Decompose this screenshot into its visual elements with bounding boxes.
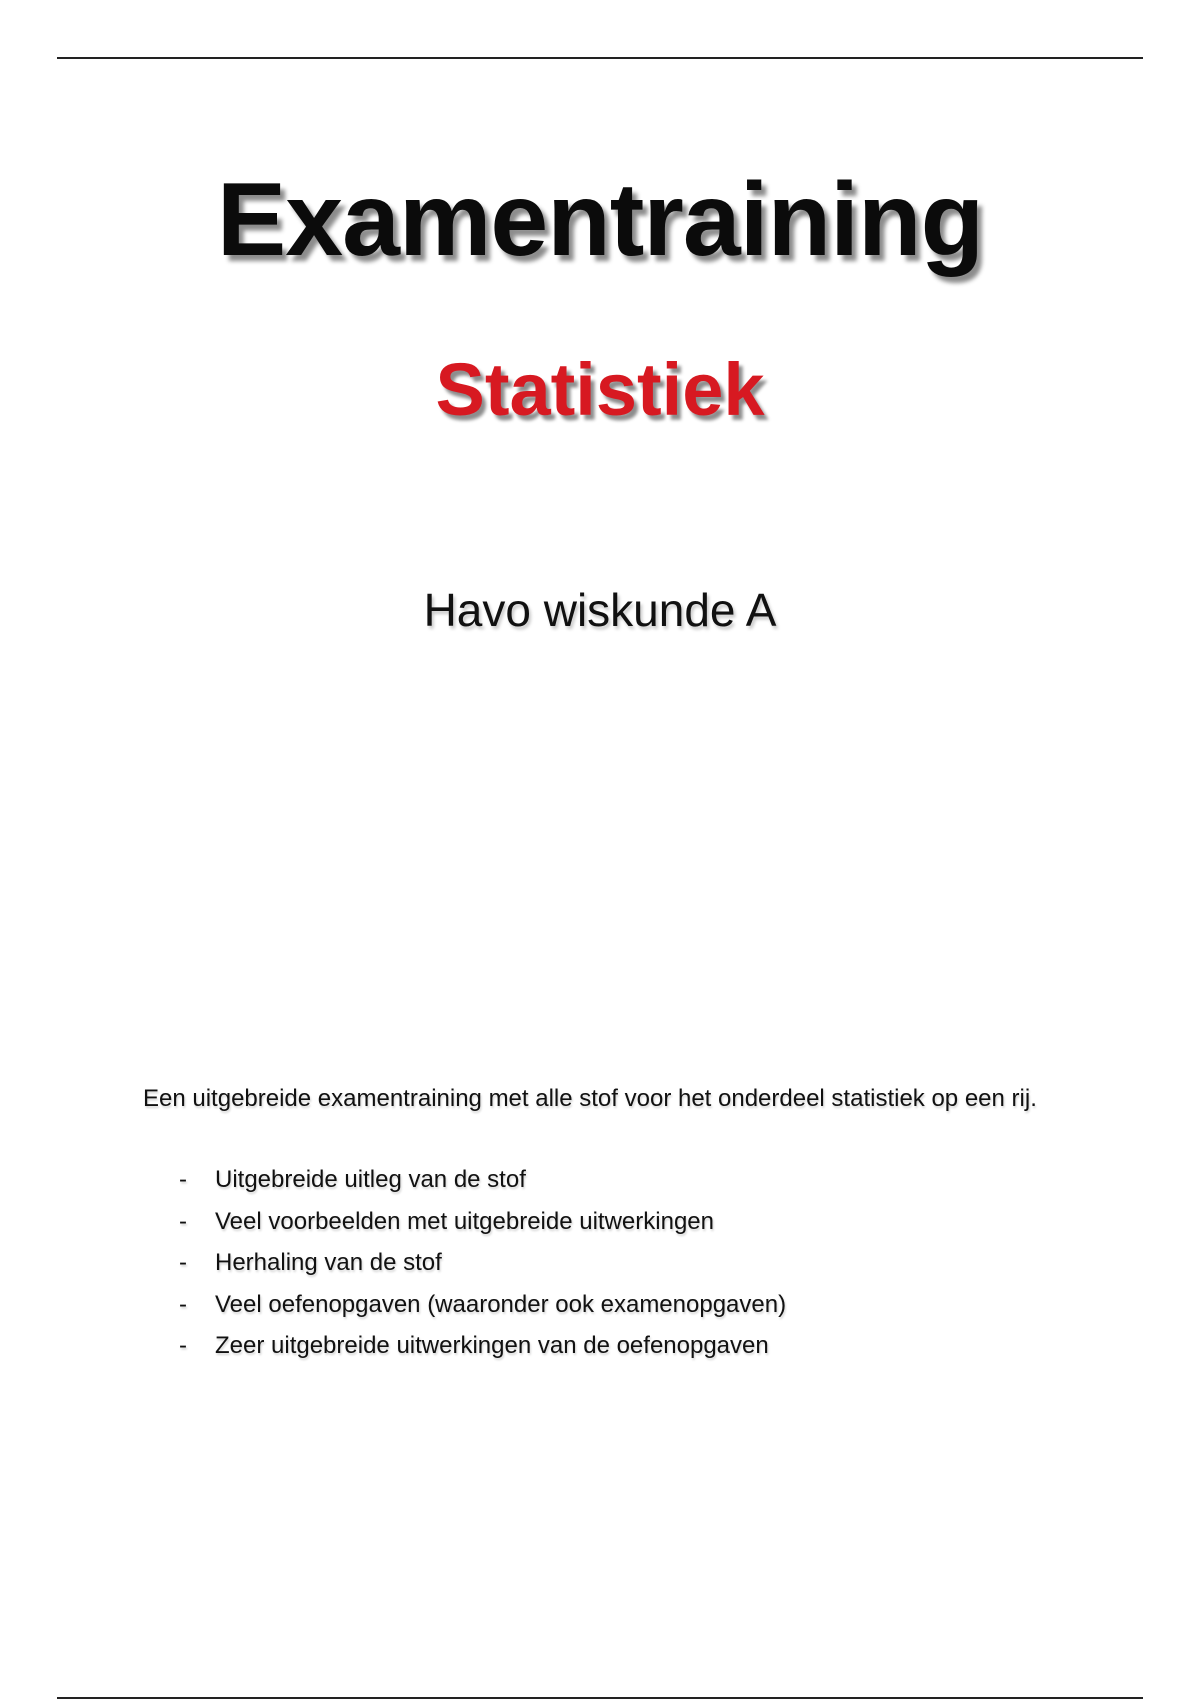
feature-text: Veel voorbeelden met uitgebreide uitwerkingen xyxy=(215,1207,714,1235)
feature-item xyxy=(175,1325,1035,1367)
subject-title: Statistiek xyxy=(435,348,765,431)
feature-list xyxy=(175,1159,1035,1367)
feature-item xyxy=(175,1242,1035,1284)
feature-text: Veel oefenopgaven (waaronder ook examenopgaven) xyxy=(215,1290,787,1318)
level-subtitle: Havo wiskunde A xyxy=(423,584,777,636)
bullet-dash: - xyxy=(179,1290,187,1318)
bullet-dash: - xyxy=(179,1207,187,1235)
feature-text: Uitgebreide uitleg van de stof xyxy=(215,1166,526,1193)
feature-text: Herhaling van de stof xyxy=(215,1249,442,1276)
bottom-rule xyxy=(57,1697,1143,1699)
feature-item xyxy=(175,1284,1035,1326)
intro-paragraph: Een uitgebreide examentraining met alle stof voor het onderdeel statistiek op een rij. xyxy=(143,1085,1037,1112)
bullet-dash: - xyxy=(179,1166,187,1193)
top-rule xyxy=(57,57,1143,59)
document-title: Examentraining xyxy=(216,162,984,278)
feature-item xyxy=(175,1159,1035,1201)
bullet-dash: - xyxy=(179,1332,187,1359)
bullet-dash: - xyxy=(179,1249,187,1276)
feature-text: Zeer uitgebreide uitwerkingen van de oefenopgaven xyxy=(215,1332,769,1359)
feature-item xyxy=(175,1201,1035,1243)
